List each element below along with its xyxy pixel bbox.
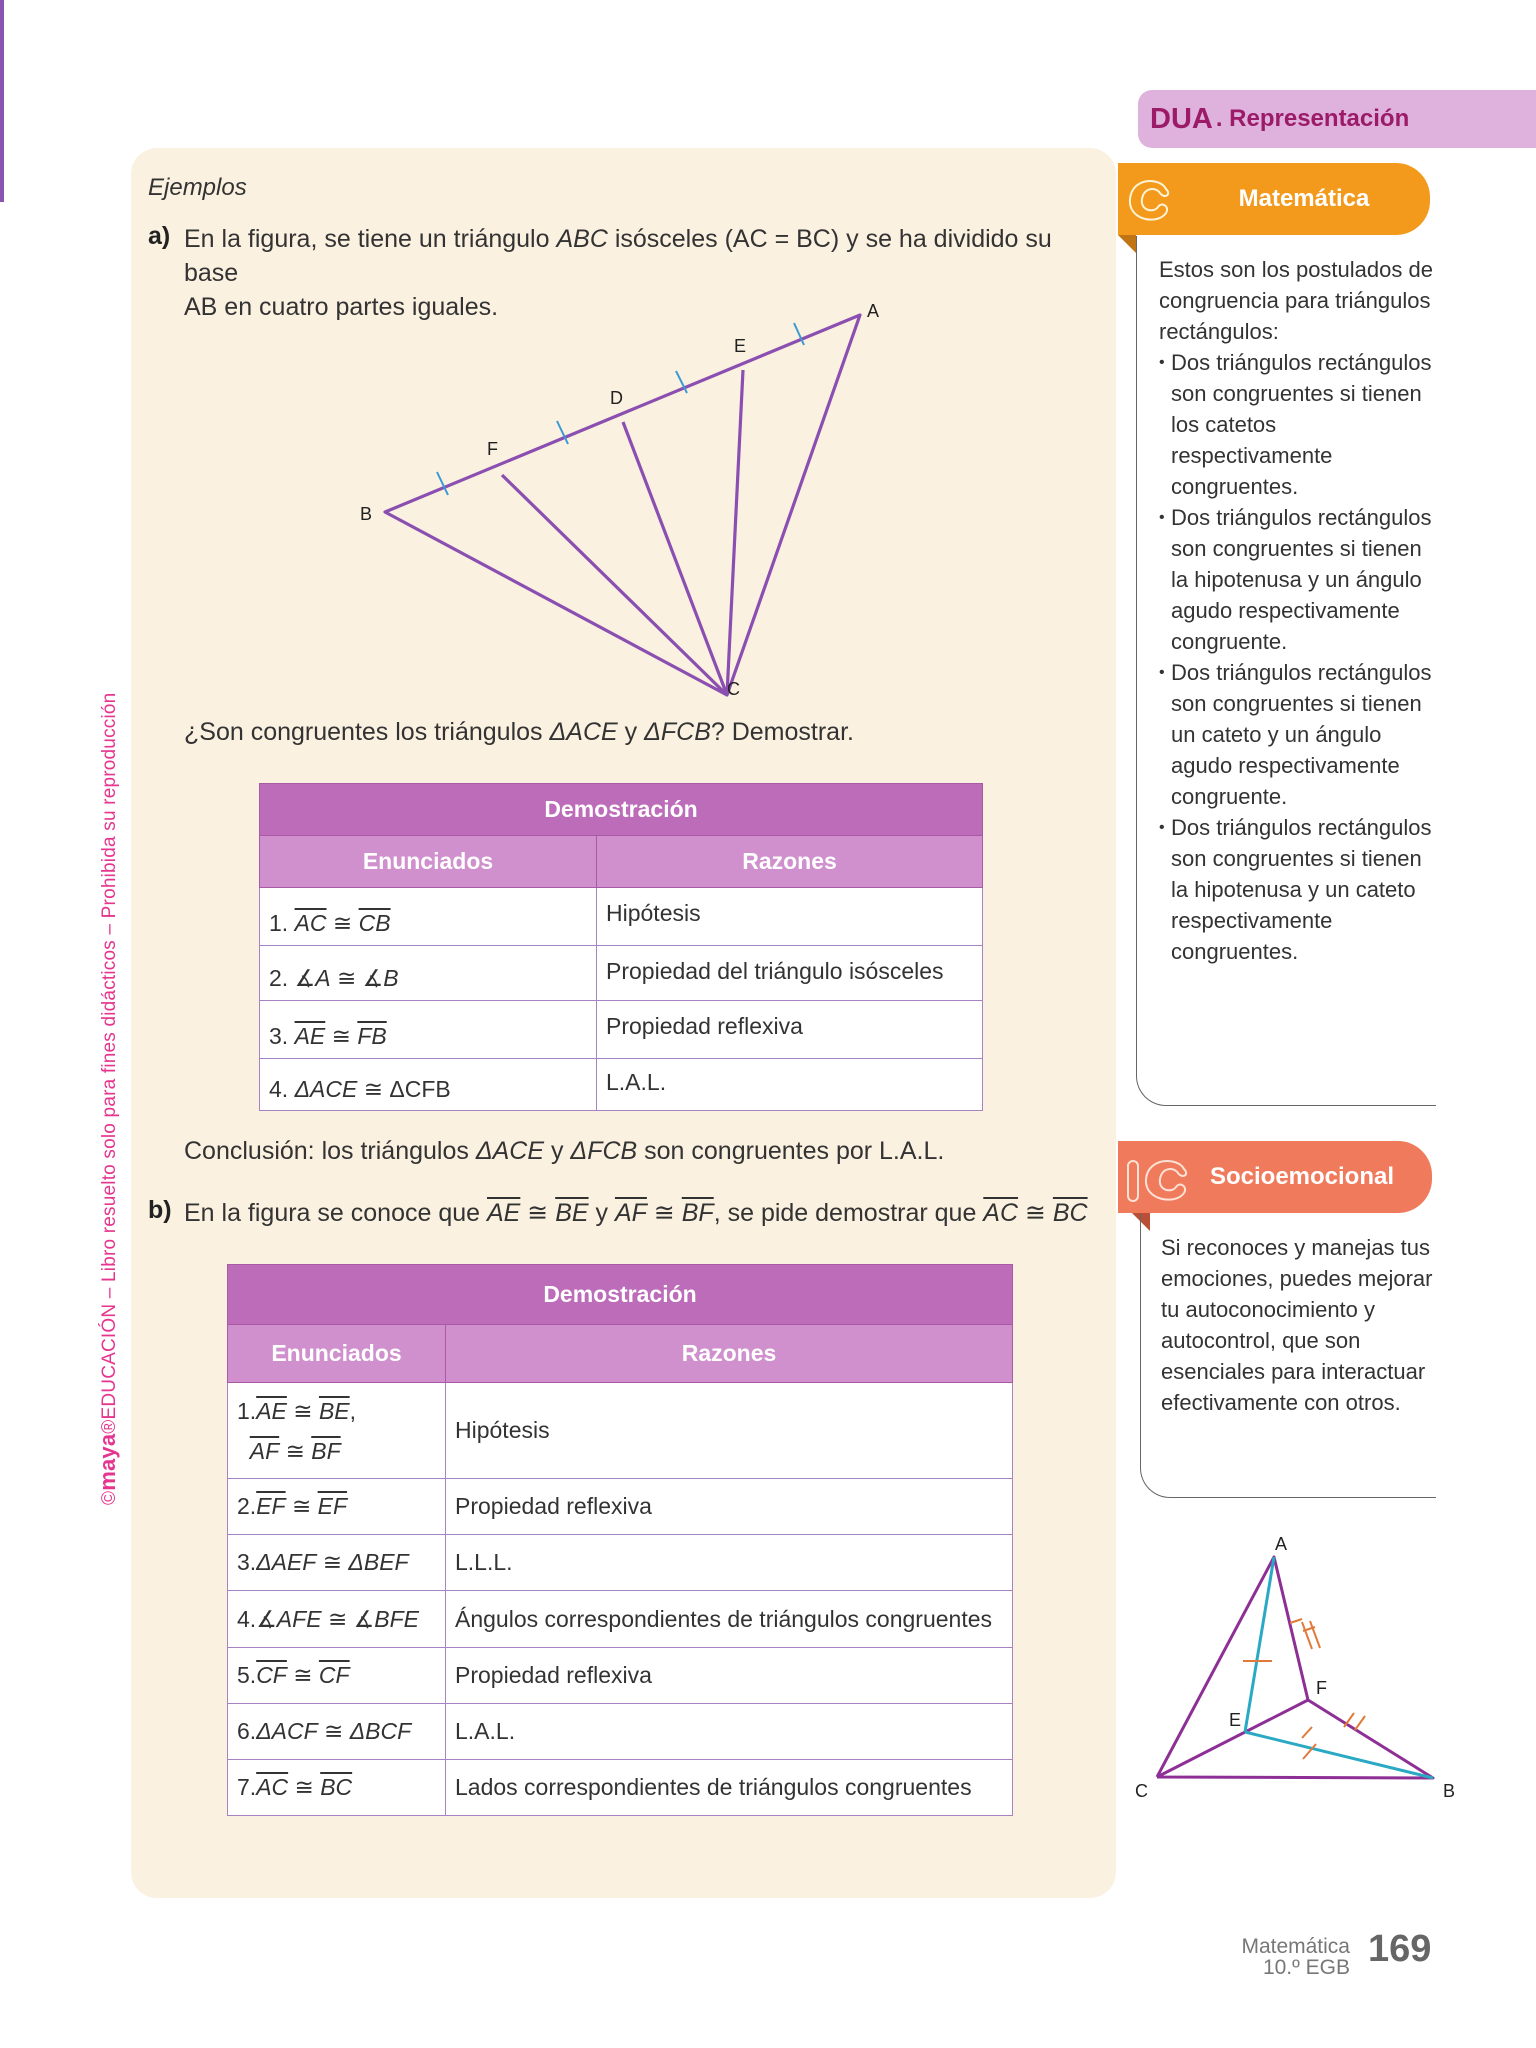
text: ¿Son congruentes los triángulos <box>184 718 550 746</box>
point-label-c: C <box>1135 1781 1148 1801</box>
copyright-symbol: © <box>99 1490 120 1505</box>
matematica-title: Matemática <box>1238 185 1370 212</box>
table-title: Demostración <box>228 1265 1013 1325</box>
point-label-f: F <box>487 439 498 459</box>
statement-cell: $5.\overline{CF}$ ≅ $\overline{CF}$ <box>228 1648 446 1704</box>
statement-cell: 3. $\overline{AE}$ ≅ $\overline{FB}$ <box>260 1001 597 1059</box>
point-label-e: E <box>1229 1710 1242 1730</box>
triangle-ace: ΔACE <box>549 718 618 746</box>
example-b-statement: En la figura se conoce que $\overline{AE}$ ≅ $\overline{BE}$ y $\overline{AF}$ ≅ $\overline{BF}$, se pide demostrar que $\overline{AC}$ ≅ $\overline{BC}$ <box>184 1199 1088 1227</box>
point-label-a: A <box>1275 1534 1288 1554</box>
statement-cell: 6.ΔACF ≅ ΔBCF <box>228 1704 446 1760</box>
reason-cell: L.L.L. <box>446 1535 1013 1591</box>
brand-logo: maya <box>95 1433 120 1491</box>
dua-label: DUA <box>1150 102 1213 135</box>
text: AB en cuatro partes iguales. <box>184 293 499 321</box>
grade-level: 10.º EGB <box>1262 1956 1350 1979</box>
matematica-header <box>1118 163 1430 235</box>
socioemocional-text: Si reconoces y manejas tus emociones, puedes mejorar tu autoconocimiento y autocontrol, que son esenciales para interactuar efectivamente con otros. <box>1161 1235 1433 1415</box>
statement-cell: $7.\overline{AC}$ ≅ $\overline{BC}$ <box>228 1760 446 1816</box>
reason-cell: Propiedad reflexiva <box>597 1001 983 1059</box>
triangle-abc <box>385 315 860 695</box>
reason-cell: Ángulos correspondientes de triángulos congruentes <box>446 1591 1013 1648</box>
table-row <box>228 1648 1013 1704</box>
point-label-c: C <box>727 679 740 699</box>
column-header-reasons: Razones <box>597 836 983 888</box>
proof-table-a <box>259 783 983 1111</box>
socioemocional-title: Socioemocional <box>1209 1163 1395 1190</box>
segment-ec <box>727 370 743 695</box>
statement-cell: 4.∡AFE ≅ ∡BFE <box>228 1591 446 1648</box>
table-row <box>228 1760 1013 1816</box>
copyright-sidebar <box>95 693 121 1505</box>
header-fold <box>1118 235 1136 253</box>
point-label-d: D <box>610 388 623 408</box>
postulate-item: • Dos triángulos rectángulos son congruentes si tienen la hipotenusa y un ángulo agudo respectivamente congruente. <box>1159 502 1436 657</box>
table-row <box>228 1535 1013 1591</box>
reason-cell: Propiedad del triángulo isósceles <box>597 946 983 1001</box>
proof-table-b <box>227 1264 1013 1816</box>
reason-cell: Hipótesis <box>446 1383 1013 1479</box>
table-row <box>228 1479 1013 1535</box>
column-header-statements: Enunciados <box>260 836 597 888</box>
reason-cell: Hipótesis <box>597 888 983 946</box>
statement-cell: $2.\overline{EF}$ ≅ $\overline{EF}$ <box>228 1479 446 1535</box>
table-row <box>260 888 983 946</box>
dua-banner <box>1138 90 1536 148</box>
segment-eb <box>1245 1732 1433 1778</box>
point-label-a: A <box>867 301 880 321</box>
statement-cell: 3.ΔAEF ≅ ΔBEF <box>228 1535 446 1591</box>
triangle-fcb: ΔFCB <box>644 718 711 746</box>
table-title: Demostración <box>260 784 983 836</box>
statement-cell: $1.\overline{AE}$ ≅ $\overline{BE}$, $\overline{AF}$ ≅ $\overline{BF}$ <box>228 1383 446 1479</box>
segment-dc <box>623 422 727 695</box>
postulates-list <box>1159 347 1436 967</box>
reason-cell: Propiedad reflexiva <box>446 1479 1013 1535</box>
table-row <box>260 946 983 1001</box>
text: y <box>617 718 645 746</box>
example-b-label: b) <box>148 1196 172 1224</box>
footer-subject <box>1241 1936 1350 1978</box>
column-header-reasons: Razones <box>446 1325 1013 1383</box>
matematica-intro: Estos son los postulados de congruencia para triángulos rectángulos: <box>1159 257 1433 344</box>
page-number: 169 <box>1368 1928 1432 1970</box>
postulate-item: • Dos triángulos rectángulos son congruentes si tienen un cateto y un ángulo agudo respectivamente congruente. <box>1159 657 1436 812</box>
table-row <box>228 1383 1013 1479</box>
socioemocional-card <box>1140 1214 1436 1498</box>
reason-cell: L.A.L. <box>597 1059 983 1111</box>
segment-fc <box>502 475 727 695</box>
letter-c-icon <box>1122 171 1182 231</box>
figure-b-triangle <box>1120 1520 1480 1810</box>
registered-mark: ® <box>99 1419 120 1434</box>
point-label-e: E <box>734 336 747 356</box>
text: En la figura, se tiene un triángulo <box>184 225 557 253</box>
isosceles-triangle-figure <box>0 0 1120 720</box>
subject-name: Matemática <box>1241 1935 1350 1958</box>
column-header-statements: Enunciados <box>228 1325 446 1383</box>
socioemocional-header <box>1118 1141 1432 1213</box>
question-a <box>184 715 854 749</box>
dua-subtitle: . Representación <box>1215 105 1410 132</box>
table-row <box>260 1001 983 1059</box>
section-title: Ejemplos <box>148 174 247 201</box>
point-label-b: B <box>1443 1781 1456 1801</box>
text: isósceles (AC = BC) y se ha dividido su base <box>184 225 1052 287</box>
statement-cell: 4. ΔACE ≅ ΔCFB <box>260 1059 597 1111</box>
matematica-card <box>1136 236 1436 1106</box>
statement-cell: 1. $\overline{AC}$ ≅ $\overline{CB}$ <box>260 888 597 946</box>
reason-cell: Propiedad reflexiva <box>446 1648 1013 1704</box>
point-label-b: B <box>360 504 373 524</box>
postulate-item: • Dos triángulos rectángulos son congruentes si tienen la hipotenusa y un cateto respectivamente congruentes. <box>1159 812 1436 967</box>
reason-cell: L.A.L. <box>446 1704 1013 1760</box>
letters-ic-icon <box>1122 1149 1202 1209</box>
text: ? Demostrar. <box>710 718 854 746</box>
conclusion-a: Conclusión: los triángulos ΔACE y ΔFCB son congruentes por L.A.L. <box>184 1137 945 1165</box>
table-row <box>228 1591 1013 1648</box>
table-row <box>228 1704 1013 1760</box>
example-a-label: a) <box>148 222 171 250</box>
point-label-f: F <box>1316 1678 1327 1698</box>
triangle-name: ABC <box>556 225 608 253</box>
reason-cell: Lados correspondientes de triángulos congruentes <box>446 1760 1013 1816</box>
statement-cell: 2. ∡A ≅ ∡B <box>260 946 597 1001</box>
copyright-text: EDUCACIÓN – Libro resuelto solo para fines didácticos – Prohibida su reproducción <box>99 692 120 1420</box>
table-row <box>260 1059 983 1111</box>
postulate-item: • Dos triángulos rectángulos son congruentes si tienen los catetos respectivamente congruentes. <box>1159 347 1436 502</box>
